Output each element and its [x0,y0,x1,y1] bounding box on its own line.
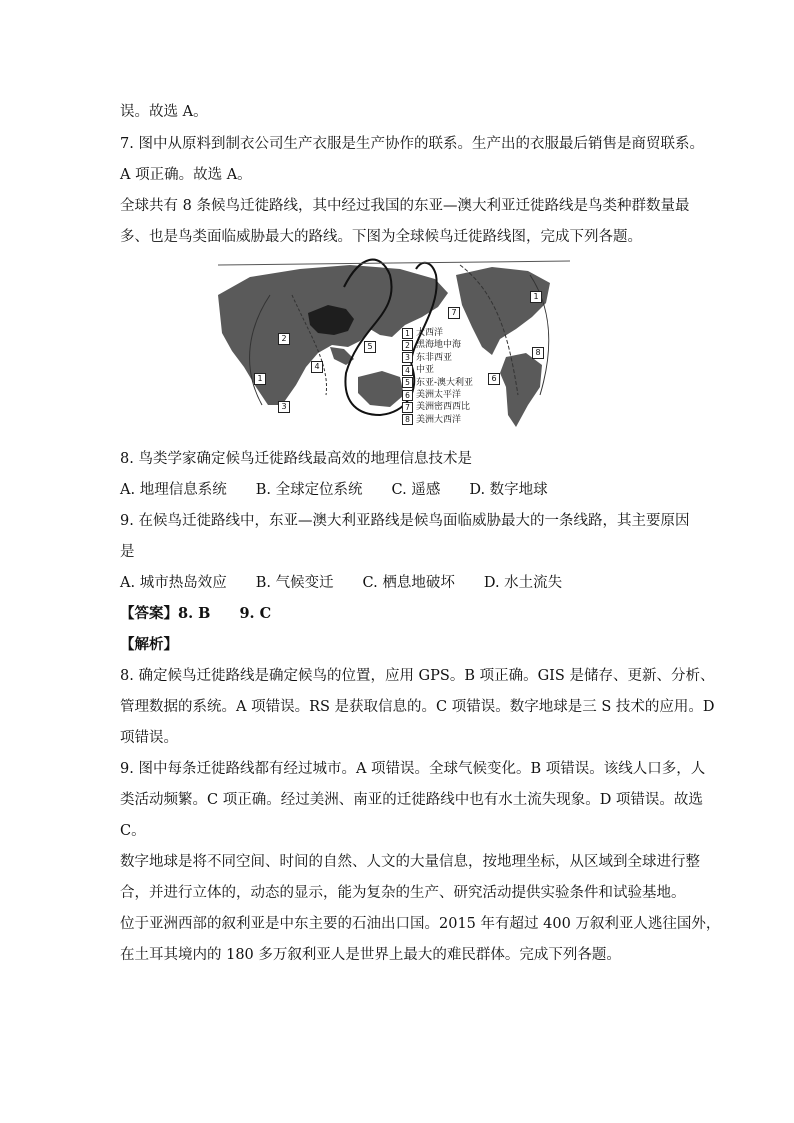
route-marker-4: 4 [311,361,323,373]
syria-line-2: 在土耳其境内的 180 多万叙利亚人是世界上最大的难民群体。完成下列各题。 [120,947,621,963]
digital-earth-line-1: 数字地球是将不同空间、时间的自然、人文的大量信息，按地理坐标，从区域到全球进行整 [120,854,700,870]
question-8: 8. 鸟类学家确定候鸟迁徙路线最高效的地理信息技术是 [120,451,472,467]
text-line-2: 7. 图中从原料到制衣公司生产衣服是生产协作的联系。生产出的衣服最后销售是商贸联系。 [120,136,704,152]
question-9: 9. 在候鸟迁徙路线中，东亚—澳大利亚路线是候鸟面临威胁最大的一条线路，其主要原因 [120,513,690,529]
legend-label: 东非西亚 [416,352,453,363]
legend-item [402,352,473,364]
route-marker-7: 7 [448,307,460,319]
legend-label: 中亚 [416,365,435,376]
text-line-4: 全球共有 8 条候鸟迁徙路线，其中经过我国的东亚—澳大利亚迁徙路线是鸟类种群数量最 [120,198,690,214]
legend-num: 5 [402,377,413,388]
legend-num: 6 [402,390,413,401]
text-line-3: A 项正确。故选 A。 [120,167,252,183]
legend-label: 美洲太平洋 [416,389,462,400]
analysis-9-line-2: 类活动频繁。C 项正确。经过美洲、南亚的迁徙路线中也有水土流失现象。D 项错误。故选 [120,792,703,808]
analysis-heading: 【解析】 [120,636,178,653]
analysis-9-line-1: 9. 图中每条迁徙路线都有经过城市。A 项错误。全球气候变化。B 项错误。该线人口多，人 [120,761,706,777]
question-9-cont: 是 [120,544,135,560]
answer-line: 【答案】8. B 9. C [120,605,272,622]
legend-label: 美洲大西洋 [416,414,462,425]
legend-item [402,327,473,339]
route-marker-2: 2 [278,333,290,345]
world-map-graphic [210,255,580,433]
bird-migration-map [210,255,580,433]
route-marker-1b: 1 [530,291,542,303]
legend-item [402,389,473,401]
legend-item [402,339,473,351]
legend-num: 7 [402,402,413,413]
legend-num: 1 [402,328,413,339]
legend-item [402,377,473,389]
route-marker-5: 5 [364,341,376,353]
map-legend [402,327,473,426]
legend-label: 黑海地中海 [416,340,462,351]
legend-num: 3 [402,352,413,363]
legend-num: 8 [402,414,413,425]
legend-label: 大西洋 [416,328,444,338]
route-marker-6: 6 [488,373,500,385]
question-9-options: A. 城市热岛效应 B. 气候变迁 C. 栖息地破坏 D. 水土流失 [120,575,563,591]
legend-item [402,401,473,413]
syria-line-1: 位于亚洲西部的叙利亚是中东主要的石油出口国。2015 年有超过 400 万叙利亚人逃往国外， [120,916,721,932]
digital-earth-line-2: 合，并进行立体的，动态的显示，能为复杂的生产、研究活动提供实验条件和试验基地。 [120,885,686,901]
legend-num: 4 [402,365,413,376]
analysis-8-line-3: 项错误。 [120,730,178,746]
route-marker-8: 8 [532,347,544,359]
route-marker-1: 1 [254,373,266,385]
legend-label: 东亚-澳大利亚 [416,377,474,388]
legend-label: 美洲密西西比 [416,402,471,413]
analysis-8-line-1: 8. 确定候鸟迁徙路线是确定候鸟的位置，应用 GPS。B 项正确。GIS 是储存、更新、分析、 [120,668,715,684]
legend-num: 2 [402,340,413,351]
legend-item [402,414,473,426]
question-8-options: A. 地理信息系统 B. 全球定位系统 C. 遥感 D. 数字地球 [120,482,548,498]
route-marker-3: 3 [278,401,290,413]
analysis-8-line-2: 管理数据的系统。A 项错误。RS 是获取信息的。C 项错误。数字地球是三 S 技术的应用。D [120,699,715,715]
legend-item [402,364,473,376]
analysis-9-line-3: C。 [120,823,146,839]
text-line-1: 误。故选 A。 [120,104,208,120]
text-line-5: 多、也是鸟类面临威胁最大的路线。下图为全球候鸟迁徙路线图，完成下列各题。 [120,229,642,245]
